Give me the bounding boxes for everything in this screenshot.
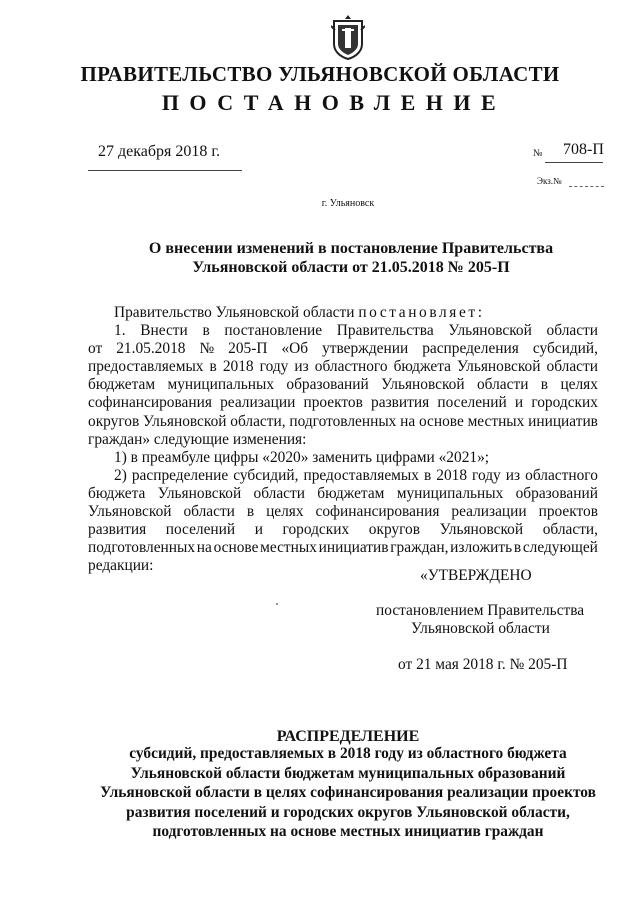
word: в — [540, 376, 549, 394]
word: Ульяновской — [143, 412, 227, 430]
word: развития — [371, 394, 430, 412]
approved-by-line-2: Ульяновской области — [411, 620, 550, 637]
item-1-line-7: граждан» следующие изменения: — [88, 430, 307, 448]
distribution-line-3: Ульяновской области в целях софинансирования реализации проектов — [100, 784, 596, 802]
word: предоставляемых — [303, 466, 419, 484]
word: образований — [515, 484, 598, 502]
distribution-subtitle — [0, 744, 640, 842]
distribution-title: РАСПРЕДЕЛЕНИЕ — [276, 728, 420, 745]
word: инициатив — [528, 412, 598, 430]
word: в — [209, 358, 217, 376]
preamble-verb: постановляет: — [358, 304, 485, 321]
word: 2018 — [436, 466, 468, 484]
word: распределение — [131, 466, 229, 484]
document-date: 27 декабря 2018 г. — [98, 143, 221, 160]
word: 1. — [114, 322, 126, 340]
word: на — [196, 539, 212, 557]
scan-speck — [276, 603, 278, 605]
word: округов — [368, 521, 421, 539]
word: бюджетам — [88, 376, 156, 394]
word: городских — [282, 521, 350, 539]
word: бюджета — [88, 484, 146, 502]
word: утверждении — [322, 340, 409, 358]
word: областного — [525, 466, 598, 484]
document-type: ПОСТАНОВЛЕНИЕ — [161, 90, 507, 115]
word: области — [546, 358, 598, 376]
word: 2) — [114, 466, 127, 484]
word: реализации — [220, 394, 296, 412]
item-1-line-1 — [88, 322, 598, 340]
word: софинансирования — [315, 503, 440, 521]
preamble-subject: Правительство Ульяновской области — [114, 304, 355, 321]
preamble-line — [88, 304, 598, 322]
word: в — [423, 466, 432, 484]
word: подготовленных — [88, 539, 196, 557]
word: области — [253, 484, 305, 502]
word: субсидий, — [233, 466, 299, 484]
distribution-line-5: подготовленных на основе местных инициатив граждан — [152, 823, 544, 841]
word: и — [514, 394, 524, 412]
distribution-line-2: Ульяновской области бюджетам муниципальных образований — [130, 764, 566, 782]
approved-date-line: от 21 мая 2018 г. № 205-П — [398, 656, 568, 673]
word: в — [246, 503, 255, 521]
word: № — [199, 340, 215, 358]
word: реализации — [451, 503, 527, 521]
word: муниципальных — [167, 376, 275, 394]
document-subject — [0, 239, 640, 277]
word: местных — [467, 412, 525, 430]
word: целях — [560, 376, 598, 394]
city: г. Ульяновск — [321, 198, 375, 209]
item-1-line-6 — [88, 413, 598, 431]
subitem-2-line-4 — [88, 521, 598, 539]
subject-line-2: Ульяновской области от 21.05.2018 № 205-П — [192, 259, 510, 276]
word: местных — [260, 539, 317, 557]
coat-of-arms-emblem — [331, 14, 365, 60]
word: распределения — [422, 340, 519, 358]
item-1-line-5 — [88, 394, 598, 412]
word: проектов — [303, 394, 363, 412]
word: области, — [542, 521, 598, 539]
word: областного — [314, 358, 388, 376]
word: «Об — [281, 340, 309, 358]
word: Ульяновской — [439, 521, 524, 539]
word: из — [505, 466, 521, 484]
word: образований — [286, 376, 369, 394]
word: Внести — [140, 322, 188, 340]
document-body — [88, 304, 598, 575]
word: и — [254, 521, 263, 539]
word: предоставляемых — [88, 358, 204, 376]
word: в — [202, 322, 210, 340]
word: 2018 — [222, 358, 254, 376]
word: 21.05.2018 — [116, 340, 186, 358]
distribution-line-4: развития поселений и городских округов Ульяновской области, — [126, 803, 570, 821]
word: муниципальных — [396, 484, 504, 502]
word: бюджетам — [317, 484, 385, 502]
subitem-2-line-1 — [88, 467, 598, 485]
subitem-2-line-6: редакции: — [88, 557, 154, 575]
word: инициатив — [318, 539, 389, 557]
org-title: ПРАВИТЕЛЬСТВО УЛЬЯНОВСКОЙ ОБЛАСТИ — [80, 62, 560, 86]
subitem-2-line-2 — [88, 485, 598, 503]
word: проектов — [538, 503, 598, 521]
word: субсидий, — [532, 340, 598, 358]
word: году — [472, 466, 501, 484]
word: из — [294, 358, 309, 376]
word: подготовленных — [289, 412, 397, 430]
word: Ульяновской — [157, 484, 242, 502]
date-underline — [88, 170, 242, 171]
word: городских — [531, 394, 598, 412]
word: 205-П — [228, 340, 268, 358]
word: Ульяновской — [381, 376, 465, 394]
word: развития — [88, 521, 147, 539]
approved-by-line-1: постановлением Правительства — [376, 602, 585, 619]
word: округов — [88, 412, 140, 430]
word: изложить — [450, 539, 513, 557]
word: софинансирования — [88, 394, 212, 412]
item-1-line-3 — [88, 358, 598, 376]
word: Ульяновской — [448, 322, 532, 340]
copy-number-underline — [569, 186, 604, 187]
word: году — [259, 358, 289, 376]
subitem-2-line-5 — [88, 539, 598, 557]
word: основе — [418, 412, 464, 430]
word: Ульяновской — [88, 503, 172, 521]
word: области, — [230, 412, 286, 430]
word: следующей — [522, 539, 598, 557]
word: Правительства — [336, 322, 434, 340]
word: поселений — [165, 521, 236, 539]
word: области — [183, 503, 235, 521]
copy-number-label: Экз.№ — [537, 176, 562, 186]
word: основе — [213, 539, 259, 557]
distribution-line-1: субсидий, предоставляемых в 2018 году из областного бюджета — [129, 745, 567, 762]
word: поселений — [437, 394, 507, 412]
word: постановление — [224, 322, 323, 340]
word: области — [476, 376, 529, 394]
item-1-line-4 — [88, 376, 598, 394]
subject-line-1: О внесении изменений в постановление Правительства — [148, 240, 554, 257]
subitem-2-line-3 — [88, 503, 598, 521]
word: области — [546, 322, 598, 340]
subitem-1: 1) в преамбуле цифры «2020» заменить цифрами «2021»; — [114, 448, 490, 466]
word: в — [513, 539, 522, 557]
number-underline — [545, 162, 603, 163]
word: бюджета — [393, 358, 451, 376]
approved-stamp-heading: «УТВЕРЖДЕНО — [420, 567, 532, 584]
word: граждан, — [390, 539, 449, 557]
word: Ульяновской — [456, 358, 541, 376]
item-1-line-2 — [88, 340, 598, 358]
word: от — [88, 340, 103, 358]
number-sign: № — [533, 148, 543, 159]
document-number: 708-П — [563, 141, 604, 158]
word: на — [400, 412, 416, 430]
word: целях — [266, 503, 304, 521]
